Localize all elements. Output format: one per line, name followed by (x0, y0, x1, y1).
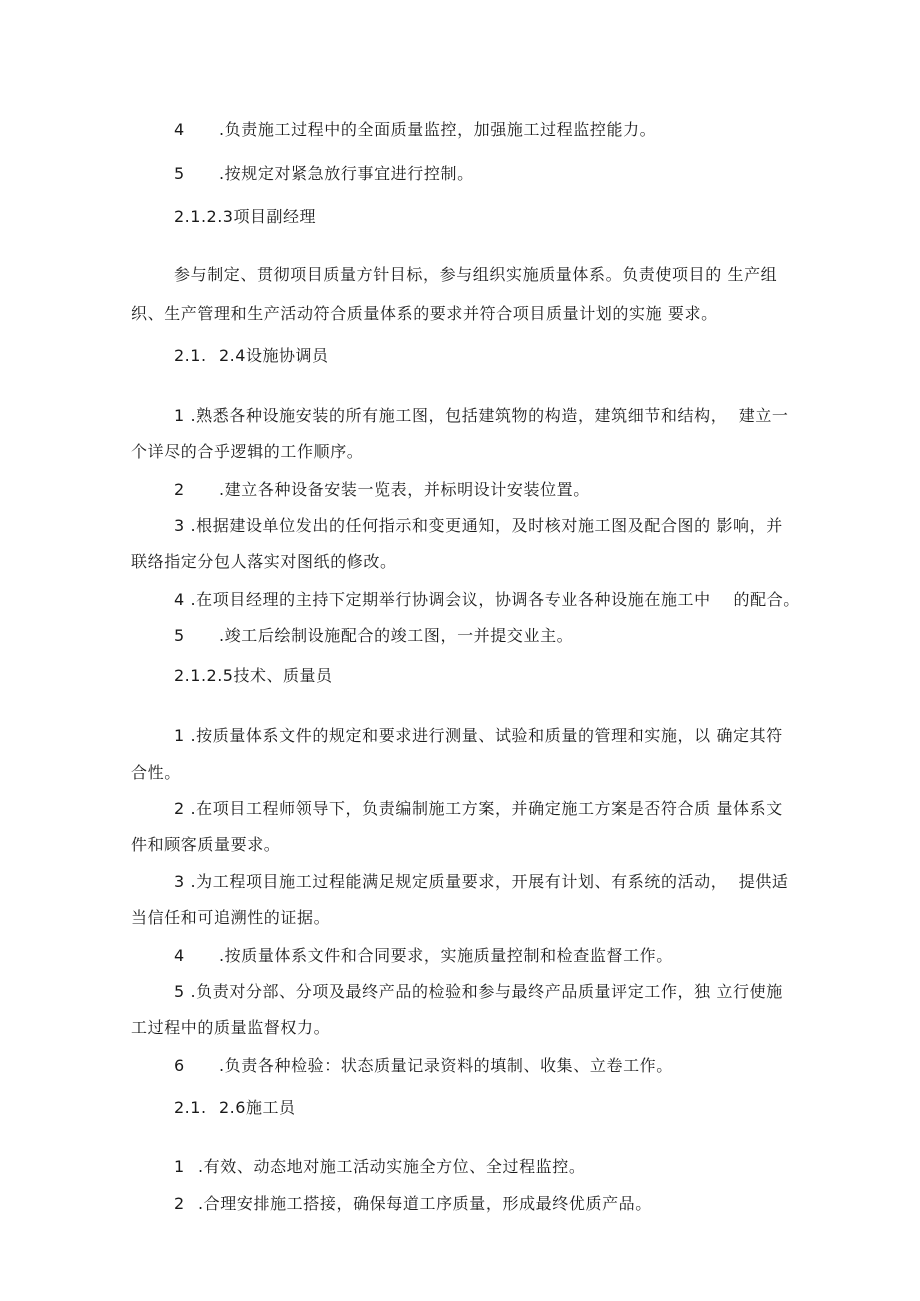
item-number: 2 (174, 1194, 185, 1213)
list-item-line: 当信任和可追溯性的证据。 (131, 908, 331, 927)
list-item-line: 联络指定分包人落实对图纸的修改。 (131, 552, 397, 571)
list-item-line: 3 .为工程项目施工过程能满足规定质量要求，开展有计划、有系统的活动， 提供适 (174, 872, 789, 891)
item-number: 4 (174, 120, 185, 139)
list-item-line: 1 .熟悉各种设施安装的所有施工图，包括建筑物的构造，建筑细节和结构， 建立一 (174, 406, 789, 425)
list-item-line: 3 .根据建设单位发出的任何指示和变更通知，及时核对施工图及配合图的 影响，并 (174, 516, 783, 535)
item-text: .按规定对紧急放行事宜进行控制。 (219, 164, 474, 183)
item-text: .按质量体系文件和合同要求，实施质量控制和检查监督工作。 (219, 946, 673, 965)
section-heading: 2.1.2.5技术、质量员 (174, 666, 333, 685)
paragraph-line: 参与制定、贯彻项目质量方针目标，参与组织实施质量体系。负责使项目的 生产组 (174, 265, 778, 284)
list-item-line: 工过程中的质量监督权力。 (131, 1018, 331, 1037)
item-number: 1 (174, 1157, 185, 1176)
item-text: .有效、动态地对施工活动实施全方位、全过程监控。 (198, 1157, 586, 1176)
item-text: .合理安排施工搭接，确保每道工序质量，形成最终优质产品。 (198, 1194, 652, 1213)
item-text: .建立各种设备安装一览表，并标明设计安装位置。 (219, 480, 590, 499)
heading-title: 2.4设施协调员 (219, 346, 329, 365)
item-text: .竣工后绘制设施配合的竣工图，一并提交业主。 (219, 626, 574, 645)
list-item-line: 件和顾客质量要求。 (131, 835, 281, 854)
heading-number: 2.1. (174, 1098, 207, 1117)
heading-title: 2.6施工员 (219, 1098, 296, 1117)
list-item-line: 5 .负责对分部、分项及最终产品的检验和参与最终产品质量评定工作，独 立行使施 (174, 982, 783, 1001)
item-number: 6 (174, 1056, 185, 1075)
list-item-line: 个详尽的合乎逻辑的工作顺序。 (131, 442, 364, 461)
heading-number: 2.1. (174, 346, 207, 365)
item-number: 2 (174, 480, 185, 499)
list-item-line: 2 .在项目工程师领导下，负责编制施工方案，并确定施工方案是否符合质 量体系文 (174, 799, 783, 818)
list-item-line: 4 .在项目经理的主持下定期举行协调会议，协调各专业各种设施在施工中 的配合。 (174, 590, 800, 609)
item-text: .负责各种检验：状态质量记录资料的填制、收集、立卷工作。 (219, 1056, 673, 1075)
item-text: .负责施工过程中的全面质量监控，加强施工过程监控能力。 (219, 120, 657, 139)
list-item-line: 合性。 (131, 763, 181, 782)
item-number: 5 (174, 626, 185, 645)
list-item-line: 1 .按质量体系文件的规定和要求进行测量、试验和质量的管理和实施，以 确定其符 (174, 726, 783, 745)
paragraph-line: 织、生产管理和生产活动符合质量体系的要求并符合项目质量计划的实施 要求。 (131, 304, 718, 323)
item-number: 5 (174, 164, 185, 183)
section-heading: 2.1.2.3项目副经理 (174, 207, 316, 226)
item-number: 4 (174, 946, 185, 965)
